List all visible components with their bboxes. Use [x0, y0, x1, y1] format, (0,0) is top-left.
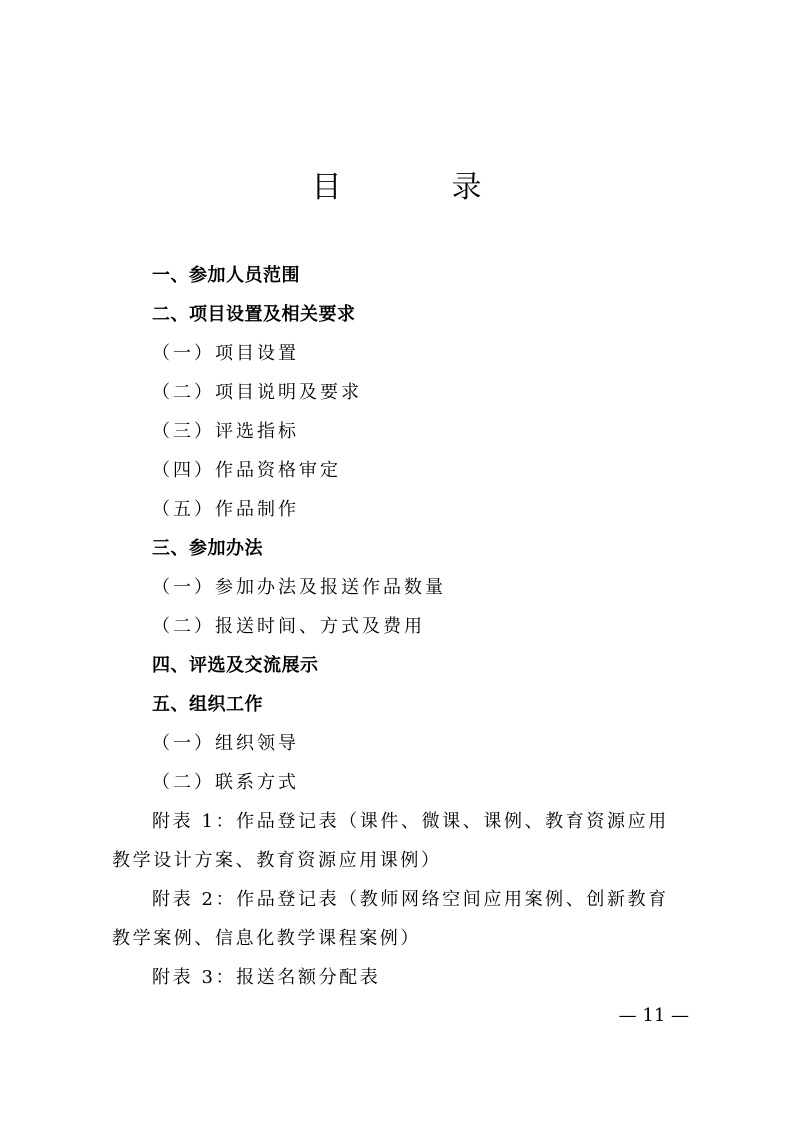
- toc-entry-level1: 五、组织工作: [152, 694, 263, 715]
- toc-entry-level1: 三、参加办法: [152, 538, 263, 559]
- page-title: [0, 168, 793, 208]
- toc-entry-level2: （二）项目说明及要求: [152, 382, 362, 403]
- toc-entry-level2: （三）评选指标: [152, 421, 299, 442]
- title-char-1: 目: [311, 170, 342, 205]
- toc-entry-level2: （一）项目设置: [152, 343, 299, 364]
- toc-entry-level2: （五）作品制作: [152, 499, 299, 520]
- toc-entry-level1: 一、参加人员范围: [152, 265, 300, 286]
- table-of-contents: [0, 256, 793, 997]
- appendix-entry: 附表 1：作品登记表（课件、微课、课例、教育资源应用教学设计方案、教育资源应用课例）: [112, 811, 669, 871]
- title-char-2: 录: [451, 170, 482, 205]
- page-number: — 11 —: [618, 1005, 689, 1026]
- toc-entry-level1: 二、项目设置及相关要求: [152, 304, 356, 325]
- appendix-entry: 附表 3：报送名额分配表: [152, 967, 381, 988]
- toc-entry-level2: （二）联系方式: [152, 772, 299, 793]
- appendix-entry: 附表 2：作品登记表（教师网络空间应用案例、创新教育教学案例、信息化教学课程案例）: [112, 889, 669, 949]
- toc-entry-level2: （四）作品资格审定: [152, 460, 341, 481]
- toc-entry-level2: （二）报送时间、方式及费用: [152, 616, 425, 637]
- toc-entry-level2: （一）参加办法及报送作品数量: [152, 577, 446, 598]
- toc-entry-level2: （一）组织领导: [152, 733, 299, 754]
- toc-entry-level1: 四、评选及交流展示: [152, 655, 319, 676]
